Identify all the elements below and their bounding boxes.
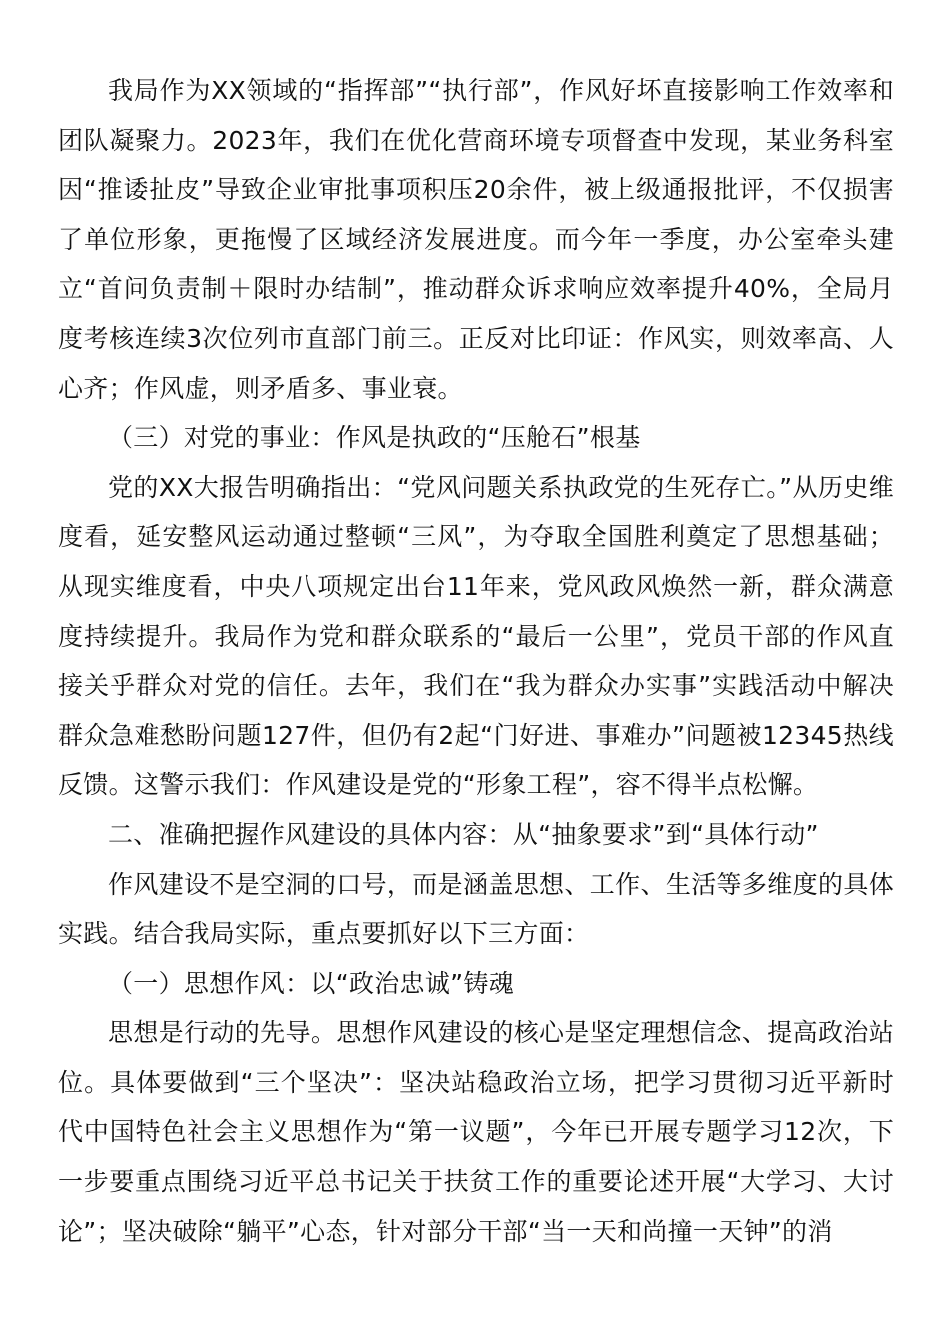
heading-ideological-style: （一）思想作风：以“政治忠诚”铸魂 <box>108 968 515 998</box>
paragraph-section-two-intro: 作风建设不是空洞的口号，而是涵盖思想、工作、生活等多维度的具体实践。结合我局实际，重点要抓好以下三方面： <box>58 869 894 949</box>
paragraph-ideological-style: 思想是行动的先导。思想作风建设的核心是坚定理想信念、提高政治站位。具体要做到“三个坚决”：坚决站稳政治立场，把学习贯彻习近平新时代中国特色社会主义思想作为“第一议题”，今年已开展专题学习12次，下一步要重点围绕习近平总书记关于扶贫工作的重要论述开展“大学习、大讨论”；坚决破除“躺平”心态，针对部分干部“当一天和尚撞一天钟”的消 <box>58 1018 894 1246</box>
paragraph-work-style-efficiency: 我局作为XX领域的“指挥部”“执行部”，作风好坏直接影响工作效率和团队凝聚力。2023年，我们在优化营商环境专项督查中发现，某业务科室因“推诿扯皮”导致企业审批事项积压20余件，被上级通报批评，不仅损害了单位形象，更拖慢了区域经济发展进度。而今年一季度，办公室牵头建立“首问负责制＋限时办结制”，推动群众诉求响应效率提升40%，全局月度考核连续3次位列市直部门前三。正反对比印证：作风实，则效率高、人心齐；作风虚，则矛盾多、事业衰。 <box>58 76 894 403</box>
document-body <box>58 66 894 1256</box>
heading-section-two: 二、准确把握作风建设的具体内容：从“抽象要求”到“具体行动” <box>108 819 819 849</box>
heading-party-cause: （三）对党的事业：作风是执政的“压舱石”根基 <box>108 423 641 453</box>
paragraph-party-style: 党的XX大报告明确指出：“党风问题关系执政党的生死存亡。”从历史维度看，延安整风运动通过整顿“三风”，为夺取全国胜利奠定了思想基础；从现实维度看，中央八项规定出台11年来，党风政风焕然一新，群众满意度持续提升。我局作为党和群众联系的“最后一公里”，党员干部的作风直接关乎群众对党的信任。去年，我们在“我为群众办实事”实践活动中解决群众急难愁盼问题127件，但仍有2起“门好进、事难办”问题被12345热线反馈。这警示我们：作风建设是党的“形象工程”，容不得半点松懈。 <box>58 472 894 800</box>
